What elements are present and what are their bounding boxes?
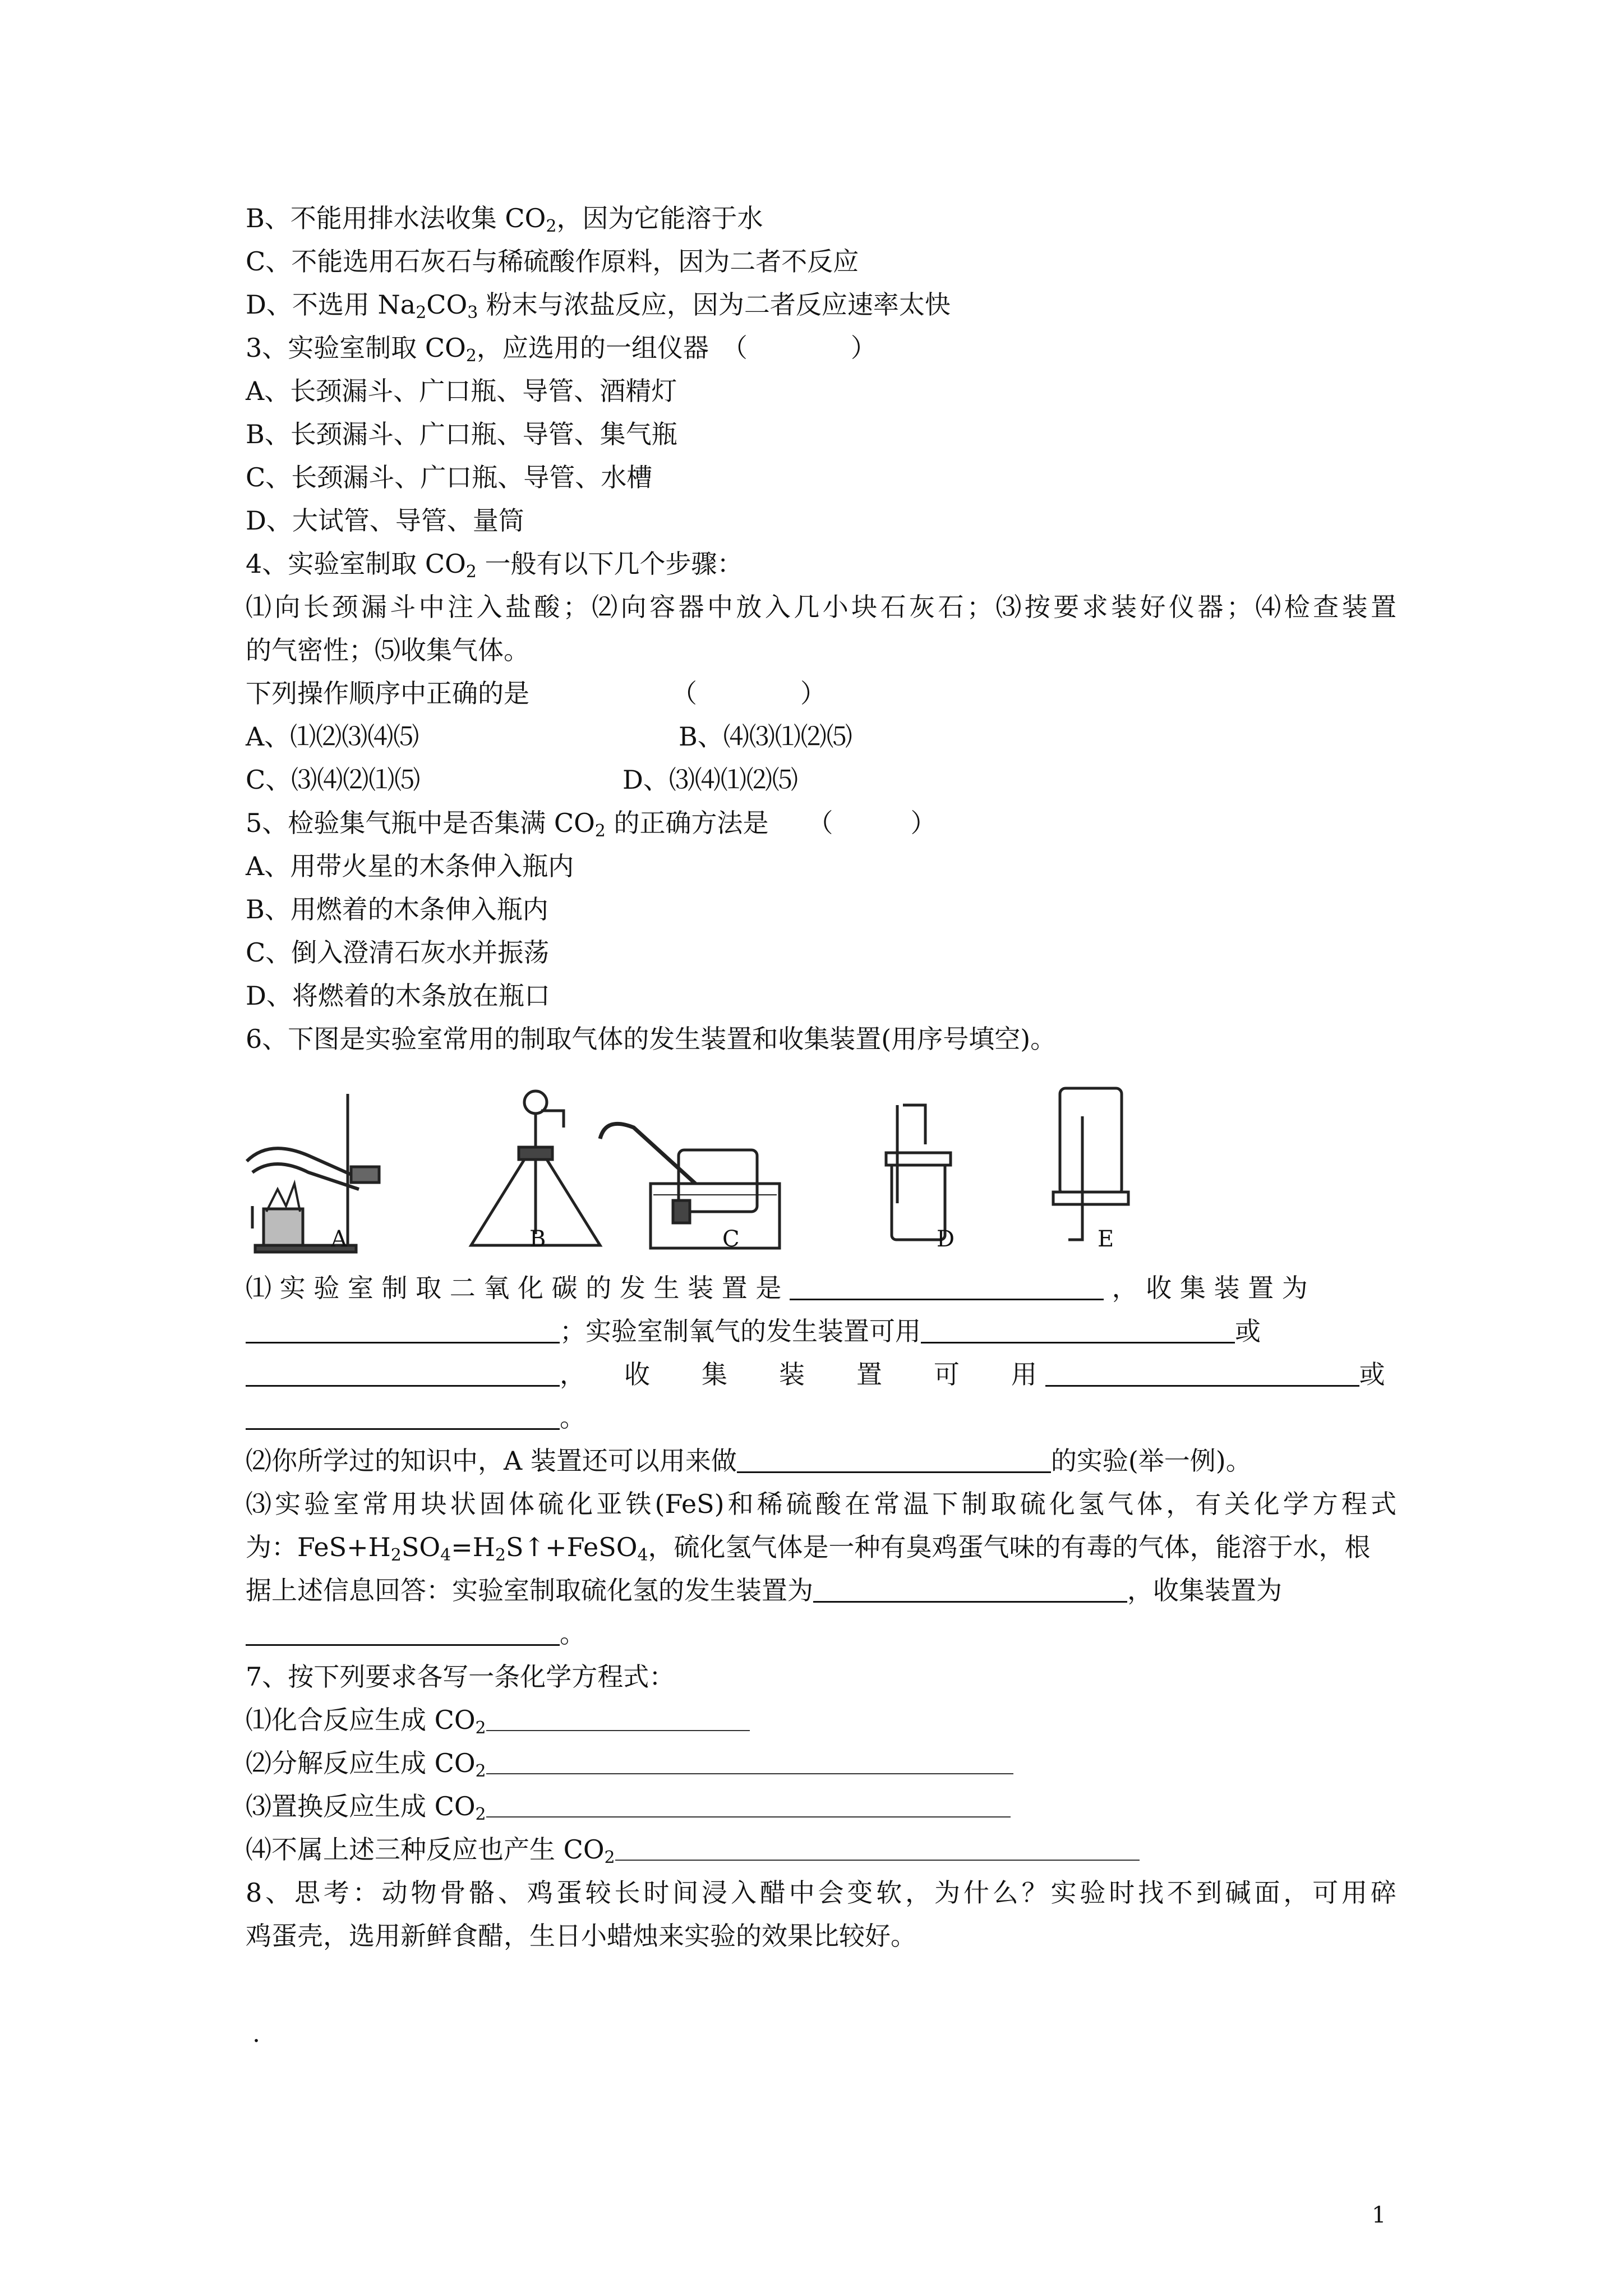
apparatus-label-b: B — [529, 1226, 546, 1252]
q4-option-c: C、⑶⑷⑵⑴⑸ — [246, 765, 421, 795]
answer-blank[interactable] — [790, 1274, 1104, 1300]
answer-blank[interactable] — [813, 1576, 1127, 1603]
q8-line1: 8、思考：动物骨骼、鸡蛋较长时间浸入醋中会变软，为什么？实验时找不到碱面，可用碎 — [246, 1878, 1396, 1908]
q3-option-a: A、长颈漏斗、广口瓶、导管、酒精灯 — [246, 376, 677, 406]
q6-part1-line2: ；实验室制氧气的发生装置可用 或 — [246, 1314, 1261, 1348]
q6-part3-line4: 。 — [246, 1617, 585, 1650]
q7-stem: 7、按下列要求各写一条化学方程式： — [246, 1662, 675, 1692]
answer-blank[interactable] — [246, 1360, 560, 1387]
q2-option-c: C、不能选用石灰石与稀硫酸作原料，因为二者不反应 — [246, 246, 859, 277]
q6-part1-line3: ， 收 集 装 置 可 用 或 — [246, 1358, 1385, 1391]
apparatus-a — [247, 1094, 379, 1252]
answer-blank[interactable] — [246, 1404, 560, 1430]
q8-line2: 鸡蛋壳，选用新鲜食醋，生日小蜡烛来实验的效果比较好。 — [246, 1921, 916, 1951]
answer-line[interactable] — [486, 1706, 750, 1731]
q6-part3-line1: ⑶实验室常用块状固体硫化亚铁(FeS)和稀硫酸在常温下制取硫化氢气体，有关化学方程式 — [246, 1489, 1396, 1519]
apparatus-b — [471, 1091, 600, 1245]
q6-part3-line2: 为：$FeS+H_2SO_4=H_2S↑+FeSO_4$，硫化氢气体是一种有臭鸡蛋气味的有毒的气体，能溶于水，根 — [246, 1532, 1371, 1565]
answer-blank[interactable] — [737, 1447, 1051, 1473]
answer-line[interactable] — [486, 1750, 1013, 1774]
q4-option-a: A、⑴⑵⑶⑷⑸ — [246, 721, 419, 752]
q3-option-d: D、大试管、导管、量筒 — [246, 505, 524, 536]
q7-part3: ⑶置换反应生成 $CO_2$ — [246, 1789, 1011, 1823]
q6-part1-line4: 。 — [246, 1401, 585, 1434]
apparatus-label-c: C — [722, 1226, 740, 1252]
apparatus-c — [600, 1124, 780, 1248]
answer-line[interactable] — [486, 1793, 1011, 1818]
q6-part2: ⑵你所学过的知识中，A 装置还可以用来做 的实验(举一例)。 — [246, 1446, 1252, 1476]
apparatus-figure — [241, 1083, 1195, 1268]
q2-option-d: D、不选用 $Na_2CO_3$ 粉末与浓盐反应，因为二者反应速率太快 — [246, 289, 951, 323]
stray-dot: . — [252, 2019, 260, 2048]
q4-steps-line2: 的气密性；⑸收集气体。 — [246, 635, 529, 665]
answer-blank[interactable] — [246, 1317, 560, 1343]
apparatus-label-e: E — [1098, 1226, 1114, 1252]
q5-option-b: B、用燃着的木条伸入瓶内 — [246, 894, 548, 924]
q5-option-c: C、倒入澄清石灰水并振荡 — [246, 937, 550, 968]
q5-option-d: D、将燃着的木条放在瓶口 — [246, 981, 550, 1011]
q5-stem: 5、检验集气瓶中是否集满 $CO_2$ 的正确方法是 （ ） — [246, 808, 937, 841]
q7-part1: ⑴化合反应生成 $CO_2$ — [246, 1703, 750, 1737]
q4-option-d: D、⑶⑷⑴⑵⑸ — [623, 765, 798, 795]
q6-part3-line3: 据上述信息回答：实验室制取硫化氢的发生装置为 ，收集装置为 — [246, 1575, 1282, 1605]
answer-blank[interactable] — [1045, 1360, 1359, 1387]
q4-steps-line1: ⑴向长颈漏斗中注入盐酸；⑵向容器中放入几小块石灰石；⑶按要求装好仪器；⑷检查装置 — [246, 592, 1396, 622]
q7-part2: ⑵分解反应生成 $CO_2$ — [246, 1746, 1013, 1780]
apparatus-label-d: D — [937, 1226, 955, 1252]
answer-line[interactable] — [615, 1836, 1140, 1861]
apparatus-d — [886, 1105, 951, 1240]
answer-blank[interactable] — [246, 1619, 560, 1646]
q4-option-b: B、⑷⑶⑴⑵⑸ — [679, 721, 852, 752]
q5-option-a: A、用带火星的木条伸入瓶内 — [246, 851, 574, 881]
apparatus-label-a: A — [331, 1226, 347, 1252]
q4-question: 下列操作顺序中正确的是 （ ） — [246, 678, 826, 708]
q4-stem: 4、实验室制取 $CO_2$ 一般有以下几个步骤： — [246, 549, 743, 582]
q2-option-b: B、不能用排水法收集 $CO_2$，因为它能溶于水 — [246, 203, 763, 236]
q3-stem: 3、实验室制取 $CO_2$，应选用的一组仪器 （ ） — [246, 333, 877, 366]
apparatus-e — [1053, 1088, 1128, 1240]
q3-option-c: C、长颈漏斗、广口瓶、导管、水槽 — [246, 462, 653, 493]
q7-part4: ⑷不属上述三种反应也产生 $CO_2$ — [246, 1833, 1140, 1866]
q6-stem: 6、下图是实验室常用的制取气体的发生装置和收集装置(用序号填空)。 — [246, 1024, 1057, 1054]
q6-part1-line1: ⑴ 实 验 室 制 取 二 氧 化 碳 的 发 生 装 置 是 ， 收 集 装 置 为 — [246, 1273, 1308, 1303]
q3-option-b: B、长颈漏斗、广口瓶、导管、集气瓶 — [246, 419, 677, 449]
answer-blank[interactable] — [921, 1317, 1235, 1343]
page-number: 1 — [1372, 2202, 1386, 2228]
